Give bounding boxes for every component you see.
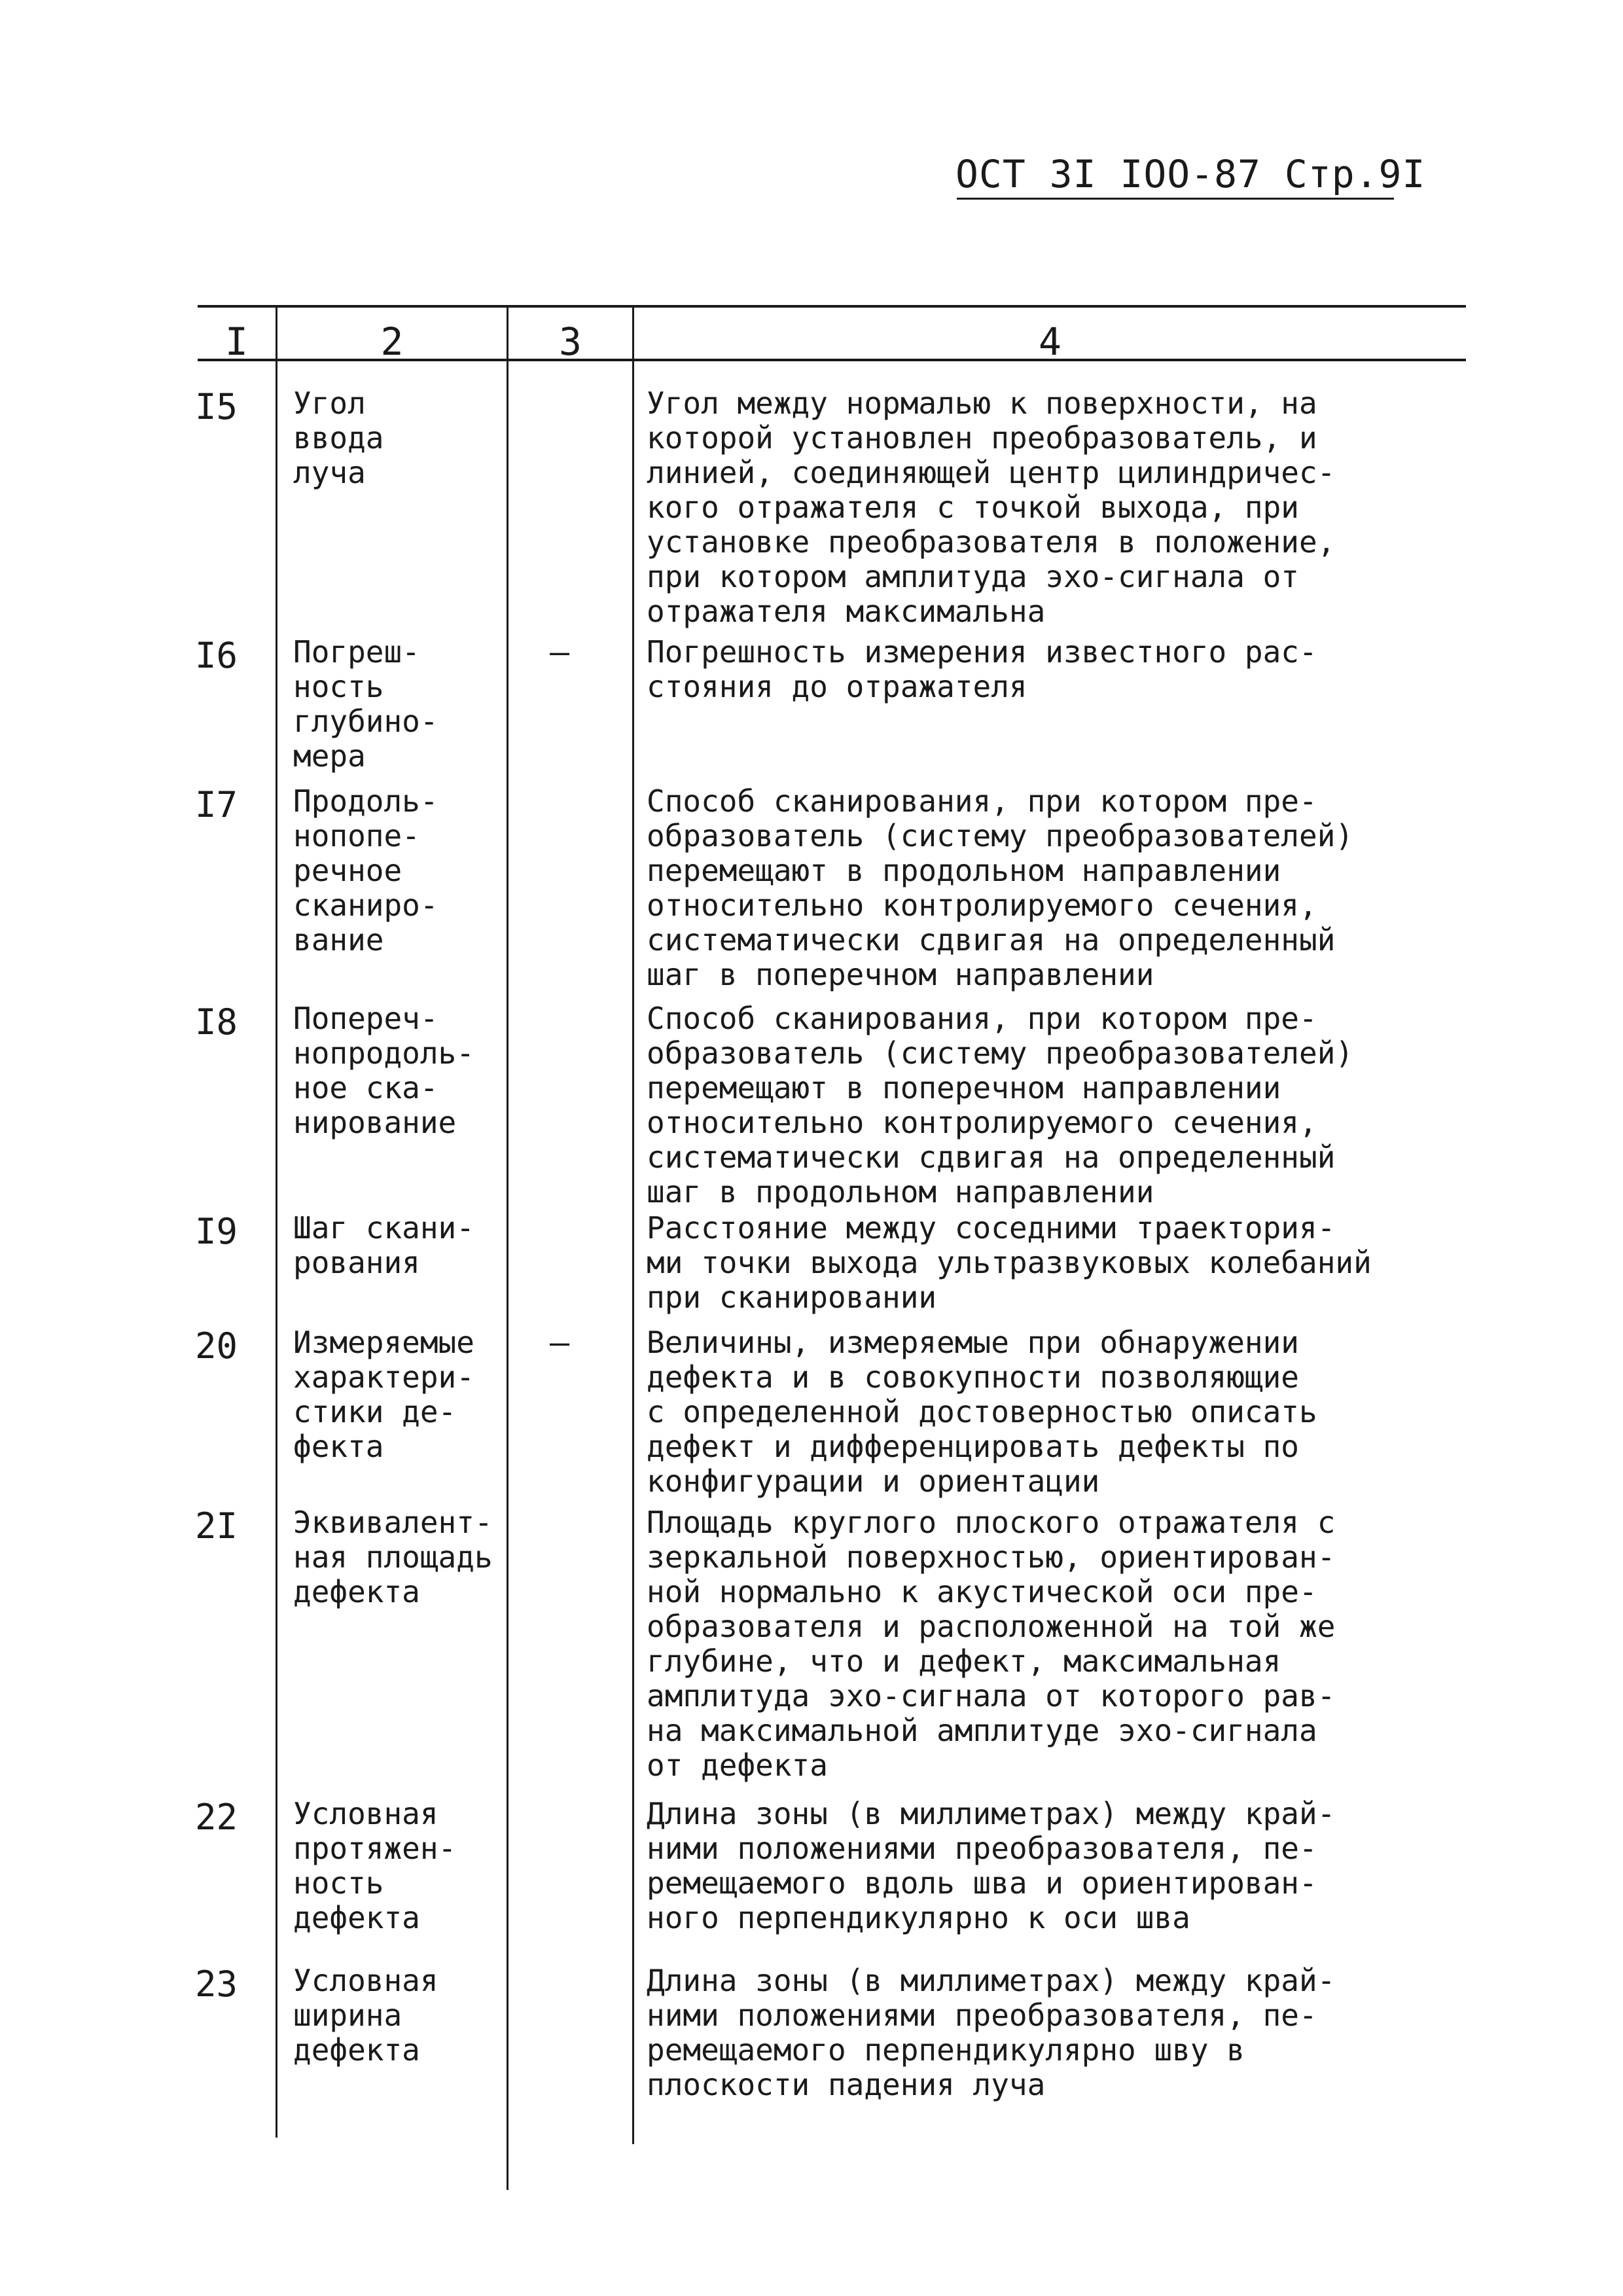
page-number: Стр.9I (1284, 152, 1426, 196)
term-line: сканиро- (293, 888, 438, 923)
table-top-rule (198, 305, 1466, 308)
standard-reference: ОСТ 3I IOO-87 (955, 152, 1261, 196)
definition-line: кого отражателя с точкой выхода, при (647, 490, 1299, 525)
definition-line: Расстояние между соседними траектория- (647, 1210, 1336, 1246)
row-number: 20 (195, 1325, 238, 1367)
definition-line: с определенной достоверностью описать (647, 1394, 1317, 1429)
definition-line: которой установлен преобразователь, и (647, 420, 1317, 456)
definition-line: установке преобразователя в положение, (647, 524, 1336, 560)
page-header (955, 152, 1427, 196)
definition-cell (647, 635, 1497, 704)
term-line: протяжен- (293, 1831, 457, 1866)
term-line: глубино- (293, 704, 438, 739)
term-cell (293, 1964, 516, 2068)
term-line: нирование (293, 1105, 457, 1140)
row-number: I6 (195, 635, 238, 676)
definition-cell (647, 1001, 1497, 1210)
term-line: ная площадь (293, 1539, 493, 1575)
term-line: Эквивалент- (293, 1505, 493, 1540)
definition-line: Способ сканирования, при котором пре- (647, 1001, 1317, 1036)
term-line: ввода (293, 420, 384, 456)
row-number: 22 (195, 1797, 238, 1838)
definition-line: дефекта и в совокупности позволяющие (647, 1359, 1299, 1395)
definition-line: образователя и расположенной на той же (647, 1609, 1336, 1644)
row-number: 23 (195, 1964, 238, 2005)
definition-line: ними положениями преобразователя, пе- (647, 1998, 1317, 2033)
row-number: I5 (195, 386, 238, 427)
term-line: вание (293, 922, 384, 958)
definition-line: ной нормально к акустической оси пре- (647, 1574, 1317, 1609)
term-cell (293, 386, 516, 490)
header-underline (957, 198, 1394, 200)
column-divider-3 (632, 305, 634, 2144)
definition-line: зеркальной поверхностью, ориентирован- (647, 1539, 1336, 1575)
definition-line: относительно контролируемого сечения, (647, 1105, 1317, 1140)
definition-line: на максимальной амплитуде эхо-сигнала (647, 1713, 1317, 1748)
term-cell (293, 1001, 516, 1140)
term-line: дефекта (293, 1574, 420, 1609)
definition-line: конфигурации и ориентации (647, 1463, 1100, 1499)
column-3-cell: – (550, 633, 570, 671)
definition-line: образователь (систему преобразователей) (647, 1035, 1354, 1071)
row-number: I8 (195, 1001, 238, 1043)
term-line: рования (293, 1245, 420, 1280)
definition-line: Площадь круглого плоского отражателя с (647, 1505, 1336, 1540)
definition-line: Величины, измеряемые при обнаружении (647, 1325, 1299, 1360)
definition-line: ми точки выхода ультразвуковых колебаний (647, 1245, 1372, 1280)
term-line: Условная (293, 1963, 438, 1998)
term-cell (293, 1211, 516, 1280)
term-line: нопопе- (293, 818, 420, 853)
term-line: ность (293, 1865, 384, 1901)
definition-cell (647, 1964, 1497, 2102)
definition-line: отражателя максимальна (647, 594, 1046, 629)
definition-line: ними положениями преобразователя, пе- (647, 1831, 1317, 1866)
term-line: Угол (293, 386, 366, 421)
definition-cell (647, 1211, 1497, 1315)
term-line: Попереч- (293, 1001, 438, 1036)
definition-cell (647, 1797, 1497, 1935)
definition-line: ремещаемого вдоль шва и ориентирован- (647, 1865, 1317, 1901)
definition-line: Погрешность измерения известного рас- (647, 634, 1317, 670)
definition-line: Длина зоны (в миллиметрах) между край- (647, 1796, 1336, 1831)
definition-line: ного перпендикулярно к оси шва (647, 1900, 1190, 1935)
term-line: Условная (293, 1796, 438, 1831)
definition-cell (647, 1325, 1497, 1499)
term-cell (293, 1505, 516, 1609)
definition-line: дефект и дифференцировать дефекты по (647, 1429, 1299, 1464)
term-cell (293, 635, 516, 774)
term-line: Шаг скани- (293, 1210, 474, 1246)
definition-line: ремещаемого перпендикулярно шву в (647, 2032, 1245, 2068)
term-line: характери- (293, 1359, 474, 1395)
row-number: I9 (195, 1211, 238, 1252)
definition-line: глубине, что и дефект, максимальная (647, 1643, 1281, 1679)
definition-line: амплитуда эхо-сигнала от которого рав- (647, 1678, 1336, 1713)
row-number: I7 (195, 784, 238, 825)
definition-cell (647, 1505, 1497, 1783)
column-header-3: 3 (559, 319, 582, 364)
term-line: ное ска- (293, 1070, 438, 1105)
definition-line: от дефекта (647, 1748, 828, 1783)
definition-line: при сканировании (647, 1280, 937, 1315)
term-line: Погреш- (293, 634, 420, 670)
column-3-cell: – (550, 1323, 570, 1361)
column-header-4: 4 (1039, 319, 1061, 364)
definition-line: стояния до отражателя (647, 669, 1027, 704)
column-header-2: 2 (380, 319, 404, 364)
definition-line: систематически сдвигая на определенный (647, 1139, 1336, 1175)
term-line: ширина (293, 1998, 402, 2033)
definition-line: относительно контролируемого сечения, (647, 888, 1317, 923)
definition-line: образователь (систему преобразователей) (647, 818, 1354, 853)
term-line: Измеряемые (293, 1325, 474, 1360)
definition-line: плоскости падения луча (647, 2067, 1046, 2102)
definition-line: перемещают в продольном направлении (647, 853, 1281, 888)
column-header-1: I (225, 319, 248, 364)
definition-line: систематически сдвигая на определенный (647, 922, 1336, 958)
definition-line: линией, соединяющей центр цилиндричес- (647, 455, 1336, 490)
term-line: луча (293, 455, 366, 490)
definition-line: Способ сканирования, при котором пре- (647, 783, 1317, 819)
definition-line: при котором амплитуда эхо-сигнала от (647, 559, 1299, 594)
column-divider-1 (276, 305, 277, 2138)
definition-cell (647, 784, 1497, 992)
definition-line: шаг в продольном направлении (647, 1174, 1154, 1210)
term-cell (293, 1797, 516, 1935)
definition-line: шаг в поперечном направлении (647, 957, 1154, 992)
term-line: речное (293, 853, 402, 888)
term-line: дефекта (293, 2032, 420, 2068)
definition-line: перемещают в поперечном направлении (647, 1070, 1281, 1105)
term-line: нопродоль- (293, 1035, 474, 1071)
definition-line: Угол между нормалью к поверхности, на (647, 386, 1317, 421)
term-line: дефекта (293, 1900, 420, 1935)
term-cell (293, 784, 516, 958)
term-line: Продоль- (293, 783, 438, 819)
term-line: мера (293, 738, 366, 774)
term-cell (293, 1325, 516, 1464)
definition-cell (647, 386, 1497, 629)
term-line: ность (293, 669, 384, 704)
row-number: 2I (195, 1505, 238, 1547)
term-line: стики де- (293, 1394, 457, 1429)
definition-line: Длина зоны (в миллиметрах) между край- (647, 1963, 1336, 1998)
term-line: фекта (293, 1429, 384, 1464)
